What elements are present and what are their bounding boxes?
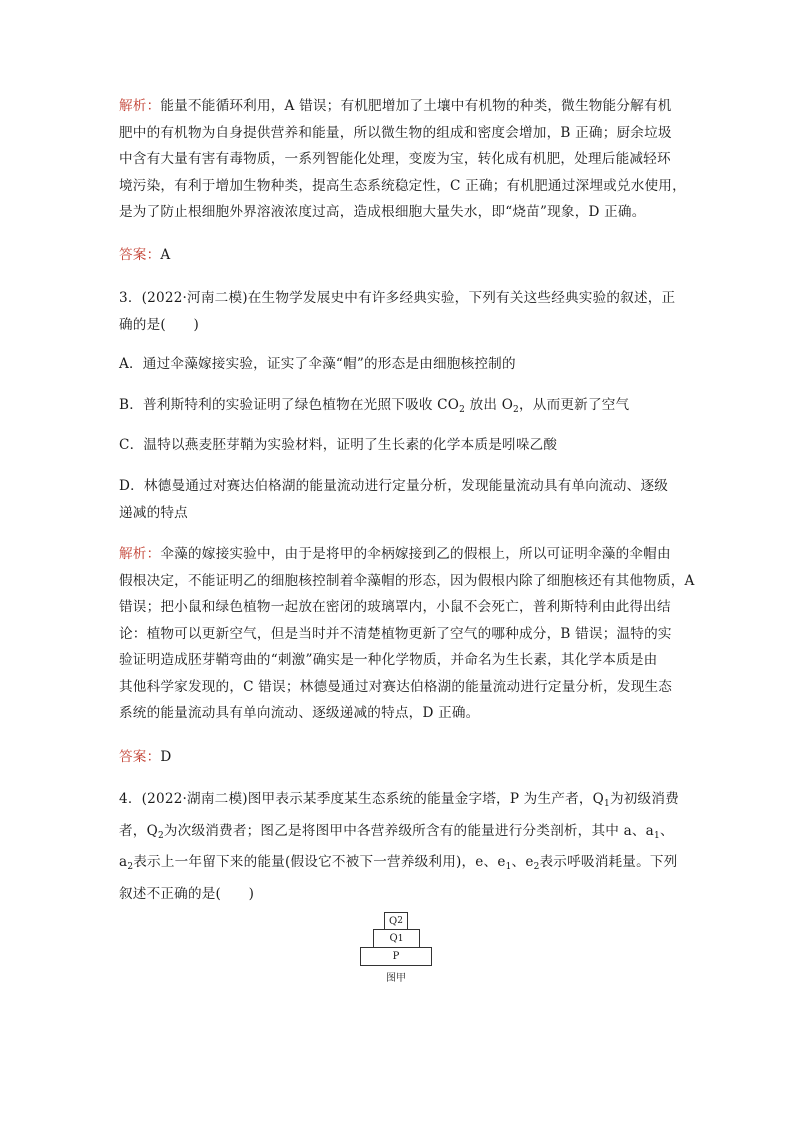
analysis-2: 解析：伞藻的嫁接实验中，由于是将甲的伞柄嫁接到乙的假根上，所以可证明伞藻的伞帽由 假根决定，不能证明乙的细胞核控制着伞藻帽的形态，因为假根内除了细胞核还有其他物质，A 错误；把小鼠和绿色植物一起放在密闭的玻璃罩内，小鼠不会死亡，普利斯特利由此得出结 论：植物可以更新空气，但是当时并不清楚植物更新了空气的哪种成分，B 错误；温特的实 验证明造成胚芽鞘弯曲的“刺激”确实是一种化学物质，并命名为生长素，其化学本质是由 其他科学家发现的，C 错误；林德曼通过对赛达伯格湖的能量流动进行定量分析，发现生态 系统的能量流动具有单向流动、逐级递减的特点，D 正确。 [119, 546, 695, 721]
figure-caption: 图甲 [386, 973, 406, 984]
analysis-1-line-3: 中含有大量有害有毒物质，一系列智能化处理，变废为宝，转化成有机肥，处理后能减轻环 [119, 151, 671, 167]
answer-label: 答案： [119, 749, 161, 765]
question-3-stem: 3．(2022·河南二模)在生物学发展史中有许多经典实验，下列有关这些经典实验的叙述，正 确的是( ) [119, 290, 676, 333]
energy-pyramid-figure [360, 912, 432, 988]
answer-label: 答案： [119, 247, 161, 263]
analysis-1-line-4: 境污染，有利于增加生物种类，提高生态系统稳定性，C 正确；有机肥通过深埋或兑水使用， [119, 177, 686, 194]
analysis-1 [119, 93, 686, 226]
question-4-stem: 4．(2022·湖南二模)图甲表示某季度某生态系统的能量金字塔，P 为生产者，$Q_1$为初级消费 者，$Q_2$为次级消费者；图乙是将图甲中各营养级所含有的能量进行分类剖析，其中 a、$a_1$、 $a_2$表示上一年留下来的能量(假设它不被下一营养级利用)，e、$e_1$、$e_2$表示呼吸消耗量。下列 叙述不正确的是( ) [119, 791, 679, 902]
question-3-option-c: C．温特以燕麦胚芽鞘为实验材料，证明了生长素的化学本质是吲哚乙酸 [119, 437, 558, 453]
question-3-option-a: A．通过伞藻嫁接实验，证实了伞藻“帽”的形态是由细胞核控制的 [119, 356, 516, 372]
answer-2 [119, 744, 679, 771]
analysis-label: 解析： [119, 546, 161, 562]
answer-1 [119, 242, 679, 269]
answer-value: D [160, 749, 172, 765]
analysis-1-line-5: 是为了防止根细胞外界溶液浓度过高，造成根细胞大量失水，即“烧苗”现象，D 正确。 [119, 204, 646, 220]
analysis-label: 解析： [119, 98, 161, 114]
pyramid-level-p: P [360, 947, 432, 966]
question-3-option-b: B．普利斯特利的实验证明了绿色植物在光照下吸收 $CO_2$ 放出 $O_2$，从而更新了空气 [119, 397, 630, 415]
pyramid-level-q1: Q 1 [373, 929, 420, 948]
pyramid-level-q2: Q 2 [384, 912, 408, 930]
question-3-option-d: D．林德曼通过对赛达伯格湖的能量流动进行定量分析，发现能量流动具有单向流动、逐级 递减的特点 [119, 478, 669, 521]
analysis-1-line-1: 解析：能量不能循环利用，A 错误；有机肥增加了土壤中有机物的种类，微生物能分解有机 [119, 98, 672, 114]
answer-value: A [160, 247, 171, 263]
analysis-1-line-2: 肥中的有机物为自身提供营养和能量，所以微生物的组成和密度会增加，B 正确；厨余垃圾 [119, 124, 672, 141]
